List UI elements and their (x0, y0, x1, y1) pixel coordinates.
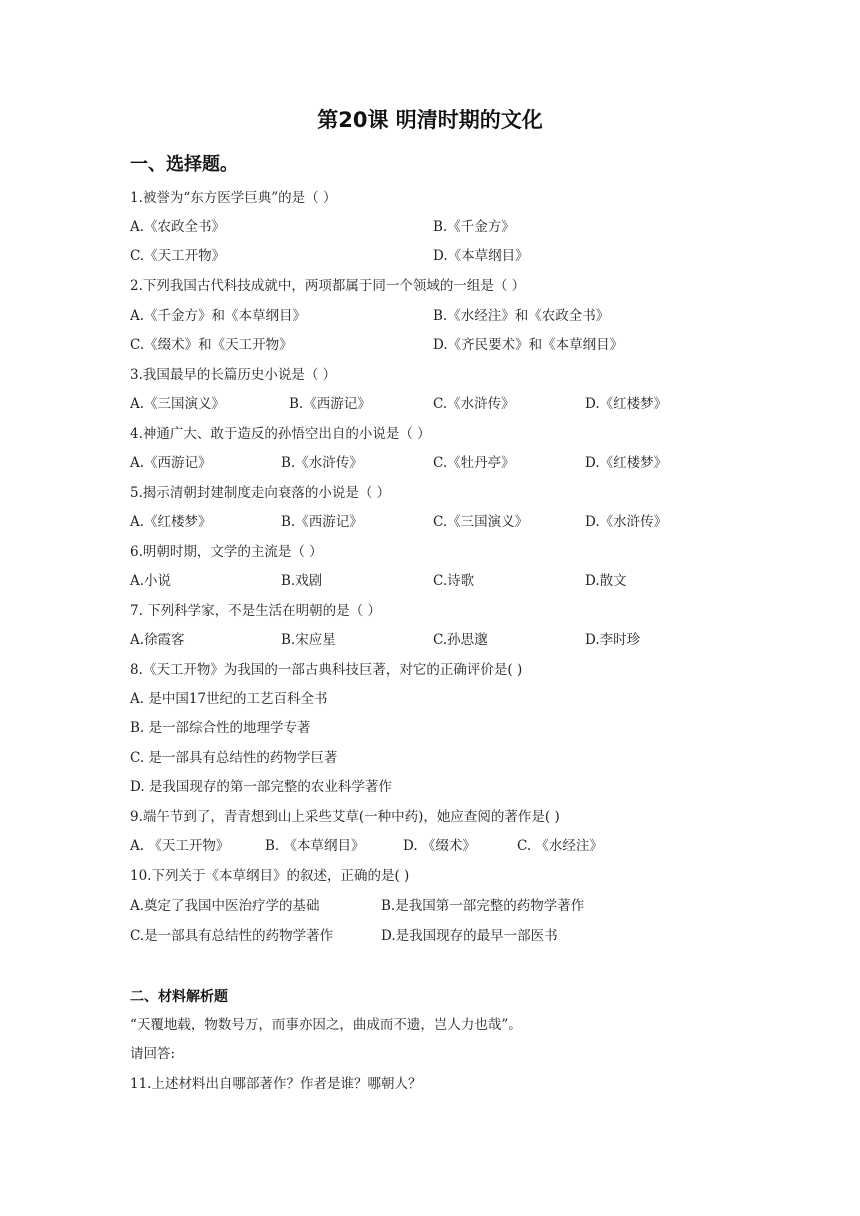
question-1-option-d: D.《本草纲目》 (433, 248, 529, 264)
question-7-option-c: C.孙思邈 (433, 632, 488, 648)
question-1-option-a: A.《农政全书》 (130, 219, 226, 235)
question-2-option-b: B.《水经注》和《农政全书》 (433, 308, 610, 324)
question-9-option-a: A. 《天工开物》 (130, 838, 230, 854)
question-2-option-d: D.《齐民要术》和《本草纲目》 (433, 337, 624, 353)
question-10-option-d: D.是我国现存的最早一部医书 (381, 928, 558, 944)
question-7-stem: 7. 下列科学家，不是生活在明朝的是（ ） (130, 603, 381, 619)
question-1-stem: 1.被誉为“东方医学巨典”的是（ ） (130, 190, 337, 206)
answer-prompt: 请回答: (130, 1046, 176, 1062)
question-3-option-b: B.《西游记》 (289, 396, 371, 412)
question-2-stem: 2.下列我国古代科技成就中，两项都属于同一个领域的一组是（ ） (130, 278, 526, 294)
question-4-stem: 4.神通广大、敢于造反的孙悟空出自的小说是（ ） (130, 426, 431, 442)
material-quote: “天覆地载，物数号万，而事亦因之，曲成而不遗，岂人力也哉”。 (130, 1017, 522, 1033)
question-6-option-c: C.诗歌 (433, 573, 475, 589)
question-8-option-d: D. 是我国现存的第一部完整的农业科学著作 (130, 779, 392, 795)
question-1-option-b: B.《千金方》 (433, 219, 515, 235)
question-7-option-b: B.宋应星 (281, 632, 336, 648)
question-2-option-a: A.《千金方》和《本草纲目》 (130, 308, 307, 324)
question-7-option-d: D.李时珍 (585, 632, 641, 648)
question-10-stem: 10.下列关于《本草纲目》的叙述，正确的是( ) (130, 868, 410, 884)
question-4-option-c: C.《牡丹亭》 (433, 455, 515, 471)
question-5-option-c: C.《三国演义》 (433, 514, 529, 530)
question-3-stem: 3.我国最早的长篇历史小说是（ ） (130, 367, 337, 383)
question-6-option-d: D.散文 (585, 573, 627, 589)
question-9-stem: 9.端午节到了，青青想到山上采些艾草(一种中药)，她应查阅的著作是( ) (130, 809, 560, 825)
question-4-option-a: A.《西游记》 (130, 455, 212, 471)
question-5-stem: 5.揭示清朝封建制度走向衰落的小说是（ ） (130, 485, 391, 501)
question-9-option-c: C. 《水经注》 (517, 838, 603, 854)
section-heading-choice: 一、选择题。 (130, 154, 238, 175)
question-7-option-a: A.徐霞客 (130, 632, 185, 648)
question-5-option-d: D.《水浒传》 (585, 514, 668, 530)
question-8-option-c: C. 是一部具有总结性的药物学巨著 (130, 750, 338, 766)
question-9-option-b: B. 《本草纲目》 (265, 838, 365, 854)
question-5-option-a: A.《红楼梦》 (130, 514, 212, 530)
page-title: 第20课 明清时期的文化 (317, 108, 543, 132)
question-10-option-b: B.是我国第一部完整的药物学著作 (381, 898, 585, 914)
question-8-option-b: B. 是一部综合性的地理学专著 (130, 720, 311, 736)
question-6-stem: 6.明朝时期，文学的主流是（ ） (130, 544, 323, 560)
question-3-option-c: C.《水浒传》 (433, 396, 515, 412)
question-1-option-c: C.《天工开物》 (130, 248, 226, 264)
question-4-option-d: D.《红楼梦》 (585, 455, 668, 471)
question-10-option-a: A.奠定了我国中医治疗学的基础 (130, 898, 320, 914)
question-2-option-c: C.《缀术》和《天工开物》 (130, 337, 293, 353)
question-10-option-c: C.是一部具有总结性的药物学著作 (130, 928, 334, 944)
section-heading-material: 二、材料解析题 (130, 989, 228, 1005)
question-4-option-b: B.《水浒传》 (281, 455, 363, 471)
question-6-option-b: B.戏剧 (281, 573, 323, 589)
question-5-option-b: B.《西游记》 (281, 514, 363, 530)
question-8-stem: 8.《天工开物》为我国的一部古典科技巨著，对它的正确评价是( ) (130, 662, 523, 678)
question-3-option-d: D.《红楼梦》 (585, 396, 668, 412)
question-11-stem: 11.上述材料出自哪部著作？作者是谁？哪朝人？ (130, 1076, 422, 1092)
question-9-option-d: D. 《缀术》 (403, 838, 476, 854)
question-6-option-a: A.小说 (130, 573, 172, 589)
question-8-option-a: A. 是中国17世纪的工艺百科全书 (130, 691, 328, 707)
question-3-option-a: A.《三国演义》 (130, 396, 226, 412)
